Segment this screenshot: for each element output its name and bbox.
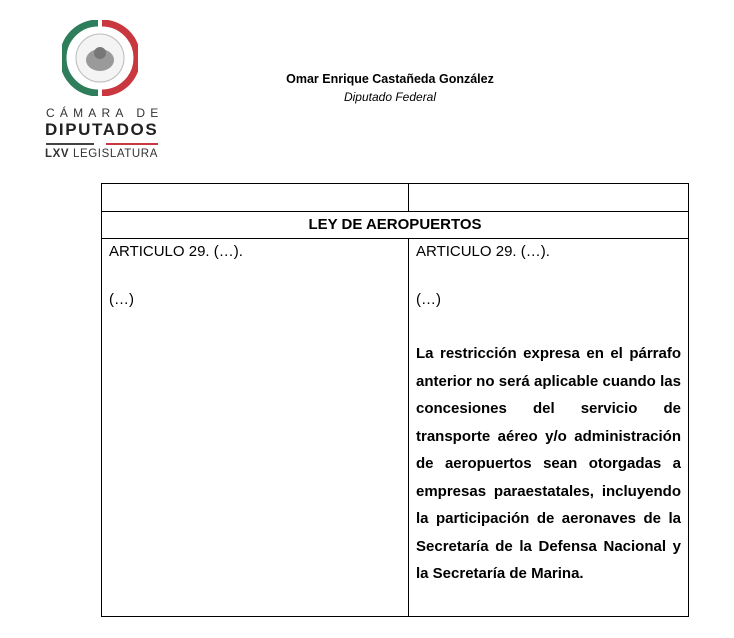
logo-text-legis: LEGISLATURA bbox=[72, 148, 158, 160]
article-label: ARTICULO 29. (…). bbox=[109, 243, 243, 260]
current-text-cell bbox=[102, 239, 409, 617]
paragraph-line: la participación de aeronaves de la bbox=[416, 510, 681, 527]
camara-de-diputados-logo bbox=[40, 18, 165, 163]
ellipsis-text: (…) bbox=[109, 290, 134, 308]
table-title-row bbox=[102, 212, 689, 239]
table-header-row bbox=[102, 184, 689, 212]
logo-text-diputados: DIPUTADOS bbox=[45, 120, 159, 139]
empty-cell-left bbox=[102, 184, 409, 212]
paragraph-line: la Secretaría de Marina. bbox=[416, 565, 584, 582]
paragraph-line: anterior no será aplicable cuando las bbox=[416, 372, 681, 390]
comparison-table bbox=[101, 183, 689, 617]
coat-of-arms-seal-icon bbox=[62, 20, 138, 96]
author-name: Omar Enrique Castañeda González bbox=[286, 72, 494, 86]
law-title: LEY DE AEROPUERTOS bbox=[102, 212, 689, 239]
paragraph-line: empresas paraestatales, incluyendo bbox=[416, 482, 681, 500]
logo-text-camara: CÁMARA DE bbox=[46, 106, 164, 120]
proposed-addition-paragraph bbox=[416, 340, 681, 588]
table-content-row bbox=[102, 239, 689, 617]
article-label: ARTICULO 29. (…). bbox=[416, 243, 550, 260]
author-role: Diputado Federal bbox=[343, 90, 437, 104]
proposed-text-cell bbox=[409, 239, 689, 617]
logo-divider-red bbox=[106, 143, 158, 145]
empty-cell-right bbox=[409, 184, 689, 212]
paragraph-line: de aeropuertos sean otorgadas a bbox=[416, 455, 681, 472]
paragraph-line: transporte aéreo y/o administración bbox=[416, 427, 681, 445]
paragraph-line: La restricción expresa en el párrafo bbox=[416, 345, 681, 362]
logo-text-lxv: LXV bbox=[45, 148, 70, 160]
paragraph-line: concesiones del servicio de bbox=[416, 400, 681, 417]
logo-divider-dark bbox=[46, 143, 94, 145]
logo-text-legislatura bbox=[45, 148, 158, 160]
ellipsis-text: (…) bbox=[416, 290, 441, 308]
paragraph-line: Secretaría de la Defensa Nacional y bbox=[416, 537, 681, 555]
